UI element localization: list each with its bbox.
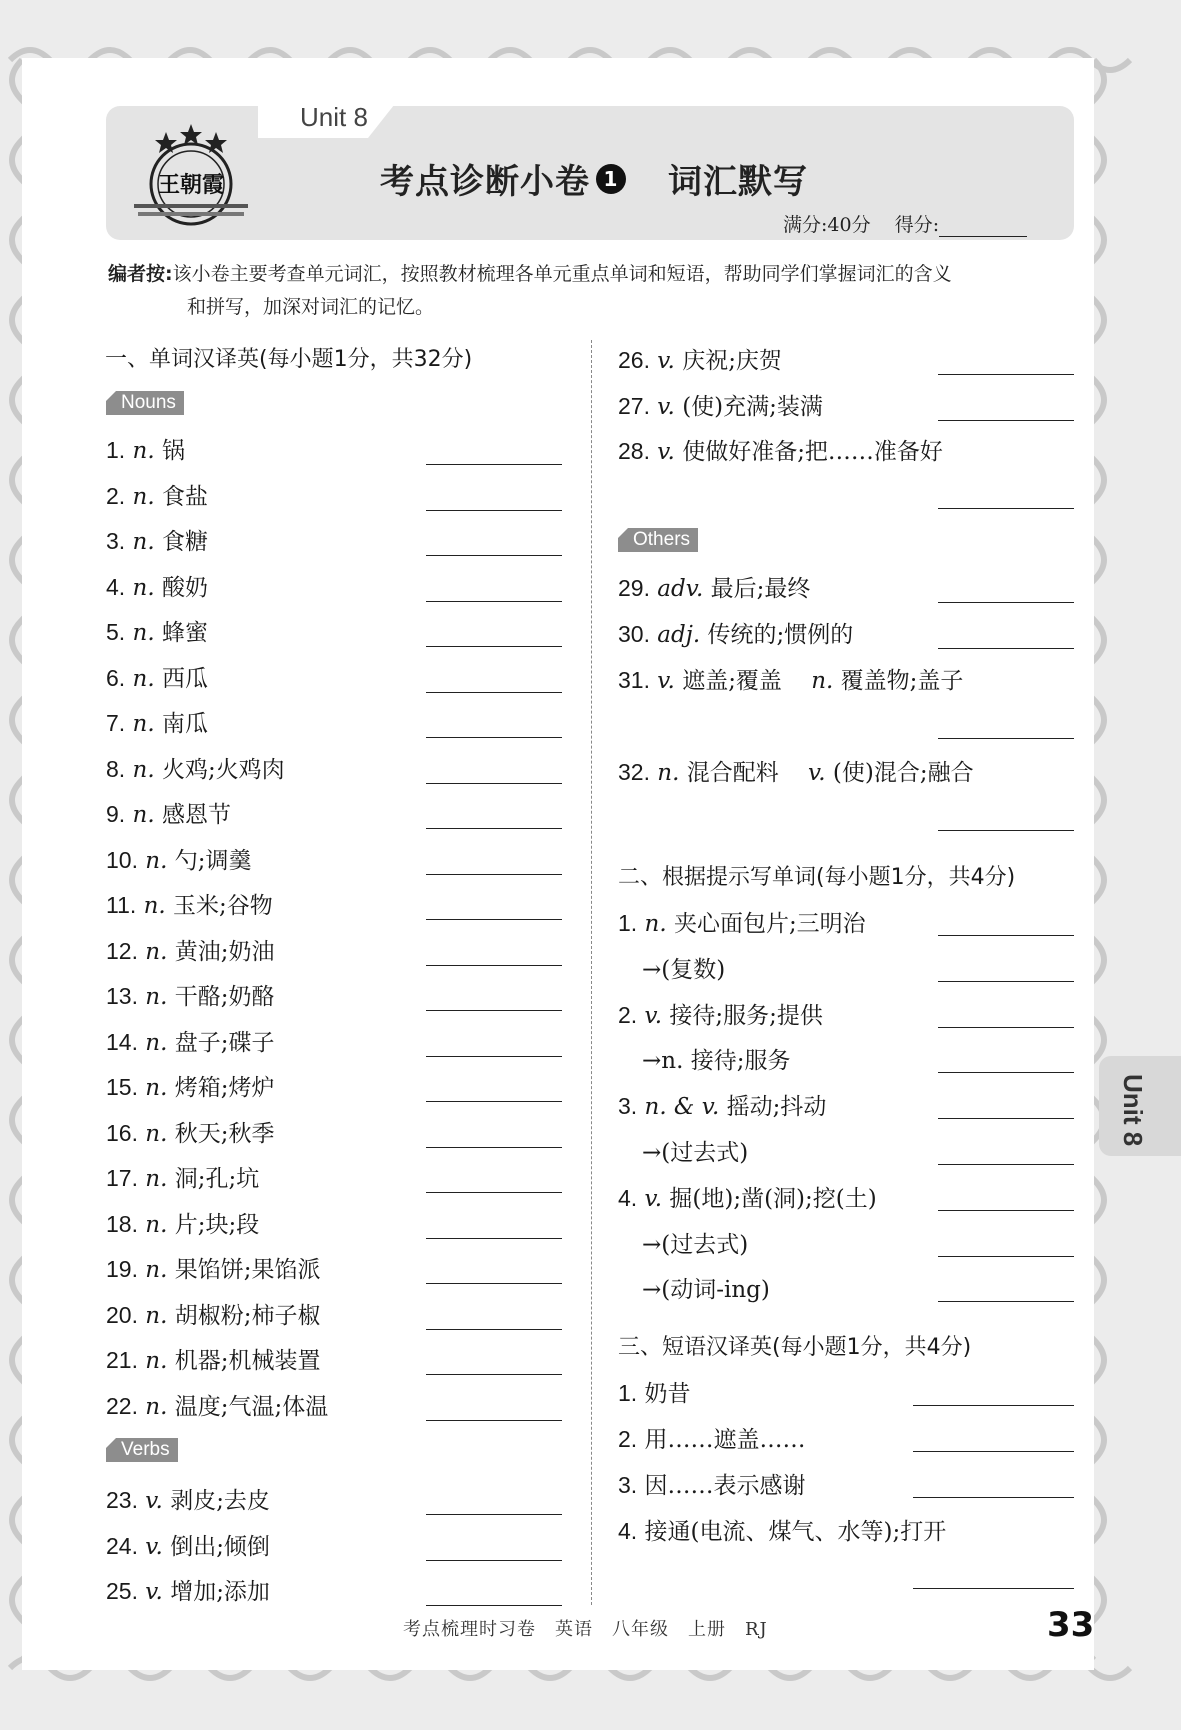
answer-blank[interactable] (426, 1101, 562, 1102)
question-text: 因……表示感谢 (644, 1473, 806, 1499)
question-text: 混合配料 (686, 760, 779, 786)
part-of-speech: n. (145, 984, 168, 1010)
part-of-speech: n. (145, 1393, 168, 1420)
answer-blank[interactable] (938, 420, 1074, 421)
question-item (106, 614, 208, 647)
part-of-speech: n. (132, 574, 155, 601)
question-number: 1. (618, 910, 638, 936)
question-text: 倒出;倾倒 (170, 1533, 270, 1560)
question-text: 干酪;奶酪 (174, 984, 275, 1010)
question-number: 29. (618, 575, 650, 601)
question-text: 南瓜 (161, 711, 208, 737)
part-of-speech: n. (132, 756, 155, 783)
part-of-speech: v. (145, 1488, 163, 1514)
question-text: 西瓜 (161, 665, 208, 692)
question-item (106, 796, 231, 829)
answer-blank[interactable] (426, 1192, 562, 1193)
part-of-speech: n. & v. (644, 1094, 720, 1121)
question-item (106, 1388, 328, 1421)
question-number: 1. (106, 437, 126, 463)
question-text: →n. 接待;服务 (642, 1048, 791, 1075)
question-item (618, 1421, 806, 1454)
question-text: 烤箱;烤炉 (174, 1075, 275, 1101)
question-number: 17. (106, 1165, 138, 1191)
question-number: 10. (106, 846, 138, 873)
question-number: 7. (106, 710, 126, 736)
question-text: 玉米;谷物 (173, 893, 273, 919)
question-number: 14. (106, 1028, 138, 1055)
part-of-speech: n. (143, 893, 166, 919)
question-text: 蜂蜜 (161, 620, 208, 646)
editor-note-line1: 该小卷主要考查单元词汇，按照教材梳理各单元重点单词和短语，帮助同学们掌握词汇的含义 (172, 263, 952, 285)
answer-blank[interactable] (913, 1588, 1074, 1589)
question-text: 洞;孔;坑 (174, 1166, 260, 1192)
title-main: 考点诊断小卷 (380, 162, 590, 202)
part-of-speech: n. (145, 847, 168, 874)
side-unit-label: Unit 8 (1118, 1074, 1148, 1147)
answer-blank[interactable] (426, 1420, 562, 1421)
editor-note-line2: 和拼写，加深对词汇的记忆。 (187, 296, 435, 318)
question-item (618, 388, 823, 421)
answer-blank[interactable] (938, 1118, 1074, 1119)
part-of-speech: n. (145, 1029, 168, 1056)
question-item (618, 1088, 826, 1121)
part-of-speech: n. (657, 760, 680, 786)
question-number: 12. (106, 937, 138, 964)
question-item (106, 1573, 270, 1606)
question-number: 16. (106, 1119, 138, 1146)
footer-text: 考点梳理时习卷 英语 八年级 上册 RJ (403, 1619, 768, 1640)
question-text: 火鸡;火鸡肉 (161, 756, 285, 783)
answer-blank[interactable] (426, 692, 562, 693)
question-item (618, 1467, 806, 1500)
answer-blank[interactable] (426, 828, 562, 829)
question-text: 温度;气温;体温 (174, 1393, 329, 1420)
answer-blank[interactable] (913, 1497, 1074, 1498)
question-text: 食糖 (161, 529, 208, 555)
part-of-speech: v. (145, 1533, 163, 1560)
question-text: 摇动;抖动 (726, 1094, 827, 1121)
part-of-speech: n. (132, 802, 155, 828)
question-item (106, 705, 208, 738)
question-number: 3. (106, 528, 126, 554)
question-item (106, 887, 273, 920)
question-item (618, 342, 782, 375)
question-text: 果馅饼;果馅派 (174, 1257, 321, 1283)
question-number: 27. (618, 392, 650, 419)
answer-blank[interactable] (938, 738, 1074, 739)
part-of-speech: v. (807, 760, 826, 786)
title-sub: 词汇默写 (668, 162, 808, 202)
question-item (642, 1134, 748, 1167)
part-of-speech: v. (657, 393, 675, 420)
question-number: 2. (618, 1001, 638, 1028)
question-item (106, 660, 208, 693)
logo-wordmark: 王朝霞 (157, 172, 225, 198)
answer-blank[interactable] (938, 374, 1074, 375)
nouns-tag: Nouns (106, 391, 184, 415)
answer-blank[interactable] (938, 830, 1074, 831)
question-item (642, 951, 725, 984)
part-of-speech: n. (145, 1211, 168, 1238)
part-of-speech: v. (145, 1579, 163, 1605)
question-text: 锅 (161, 438, 185, 464)
question-number: 28. (618, 438, 650, 464)
question-item (106, 1342, 320, 1375)
question-item (618, 1375, 691, 1408)
answer-blank[interactable] (426, 1147, 562, 1148)
answer-blank[interactable] (938, 648, 1074, 649)
part-of-speech: n. (145, 1348, 168, 1374)
answer-blank[interactable] (426, 510, 562, 511)
part-of-speech: v. (644, 1185, 663, 1212)
question-item (106, 1528, 270, 1561)
answer-blank[interactable] (426, 783, 562, 784)
question-text: 胡椒粉;柿子椒 (174, 1302, 321, 1329)
question-item (106, 432, 185, 465)
question-text: 遮盖;覆盖 (682, 668, 782, 694)
question-item (618, 997, 823, 1030)
question-number: 19. (106, 1256, 138, 1282)
answer-blank[interactable] (426, 601, 562, 602)
question-text: (使)混合;融合 (832, 760, 974, 786)
question-item (106, 1069, 274, 1102)
question-text: →(动词-ing) (642, 1277, 770, 1304)
question-text: 接通(电流、煤气、水等);打开 (644, 1519, 947, 1545)
answer-blank[interactable] (938, 1210, 1074, 1211)
answer-blank[interactable] (426, 919, 562, 920)
question-item (618, 433, 943, 466)
question-item (106, 842, 251, 875)
question-item (618, 905, 866, 938)
others-tag: Others (618, 528, 698, 552)
question-number: 20. (106, 1301, 138, 1328)
question-text: 盘子;碟子 (174, 1029, 275, 1056)
question-number: 3. (618, 1472, 638, 1498)
question-item (642, 1042, 790, 1075)
answer-blank[interactable] (426, 737, 562, 738)
part-of-speech: n. (145, 938, 168, 965)
question-text: (使)充满;装满 (682, 393, 823, 420)
part-of-speech: v. (644, 1002, 663, 1029)
part-of-speech: n. (145, 1120, 168, 1147)
page-title (380, 154, 808, 203)
question-number: 4. (618, 1518, 638, 1544)
answer-blank[interactable] (938, 508, 1074, 509)
question-text: 片;块;段 (174, 1211, 260, 1238)
question-item (106, 933, 274, 966)
answer-blank[interactable] (938, 1256, 1074, 1257)
part-of-speech: n. (132, 529, 155, 555)
question-text: 秋天;秋季 (174, 1120, 275, 1147)
question-number: 31. (618, 667, 650, 693)
question-number: 6. (106, 664, 126, 691)
part-of-speech: n. (145, 1302, 168, 1329)
part-of-speech: v. (657, 439, 675, 465)
answer-blank[interactable] (938, 935, 1074, 936)
part-of-speech: n. (132, 438, 155, 464)
question-item (106, 978, 274, 1011)
question-number: 22. (106, 1392, 138, 1419)
part-of-speech: n. (145, 1166, 168, 1192)
question-text: 接待;服务;提供 (669, 1002, 823, 1029)
answer-blank[interactable] (426, 1560, 562, 1561)
question-number: 9. (106, 801, 126, 827)
question-number: 25. (106, 1578, 138, 1604)
question-text: 黄油;奶油 (174, 938, 275, 965)
question-item (106, 1024, 274, 1057)
question-number: 32. (618, 759, 650, 785)
question-text: →(过去式) (642, 1231, 749, 1258)
question-item (618, 754, 974, 787)
part-of-speech: v. (657, 348, 675, 374)
question-number: 21. (106, 1347, 138, 1373)
question-item (618, 1513, 946, 1546)
question-text: 勺;调羹 (174, 847, 252, 874)
part-of-speech: n. (132, 711, 155, 737)
full-score: 满分:40分 (783, 214, 871, 236)
question-text: →(复数) (642, 956, 726, 983)
part-of-speech: adv. (657, 576, 704, 602)
score-label: 得分: (894, 214, 940, 236)
answer-blank[interactable] (426, 464, 562, 465)
question-number: 4. (618, 1184, 638, 1211)
question-text: 覆盖物;盖子 (840, 668, 964, 694)
question-item (618, 1180, 877, 1213)
part-of-speech: n. (145, 1075, 168, 1101)
answer-blank[interactable] (938, 981, 1074, 982)
question-number: 23. (106, 1487, 138, 1513)
answer-blank[interactable] (426, 1283, 562, 1284)
question-item (106, 569, 208, 602)
question-number: 30. (618, 621, 650, 647)
question-text: 用……遮盖…… (644, 1427, 806, 1453)
part-of-speech: n. (145, 1257, 168, 1283)
question-number: 15. (106, 1074, 138, 1100)
answer-blank[interactable] (913, 1405, 1074, 1406)
question-number: 4. (106, 573, 126, 600)
score-line (783, 210, 1027, 237)
question-number: 13. (106, 983, 138, 1009)
question-text: 掘(地);凿(洞);挖(土) (669, 1185, 877, 1212)
question-text: 机器;机械装置 (174, 1348, 321, 1374)
question-text: 传统的;惯例的 (707, 622, 854, 648)
section-1-title: 一、单词汉译英(每小题1分，共32分) (105, 347, 473, 372)
question-text: 最后;最终 (710, 576, 811, 602)
question-item (106, 523, 208, 556)
question-item (106, 1482, 270, 1515)
section-2-title: 二、根据提示写单词(每小题1分，共4分) (618, 865, 1016, 890)
question-item (618, 662, 963, 695)
question-item (106, 478, 208, 511)
question-text: 增加;添加 (170, 1579, 270, 1605)
question-number: 3. (618, 1093, 638, 1120)
answer-blank[interactable] (938, 1072, 1074, 1073)
answer-blank[interactable] (426, 1605, 562, 1606)
question-item (106, 1115, 274, 1148)
question-text: 食盐 (161, 483, 208, 510)
side-unit-tab (1099, 1056, 1181, 1156)
question-text: 夹心面包片;三明治 (673, 911, 866, 937)
answer-blank[interactable] (938, 1027, 1074, 1028)
page-number: 33 (1047, 1605, 1095, 1645)
editor-note (108, 258, 1078, 324)
part-of-speech: n. (811, 668, 834, 694)
answer-blank[interactable] (938, 1164, 1074, 1165)
verbs-tag: Verbs (106, 1438, 178, 1462)
answer-blank[interactable] (938, 1301, 1074, 1302)
question-text: 剥皮;去皮 (170, 1488, 270, 1514)
publisher-logo (132, 118, 250, 236)
part-of-speech: n. (644, 911, 667, 937)
part-of-speech: adj. (657, 622, 701, 648)
question-item (106, 1160, 259, 1193)
question-number: 11. (106, 892, 137, 918)
answer-blank[interactable] (426, 646, 562, 647)
answer-blank[interactable] (426, 1056, 562, 1057)
section-3-title: 三、短语汉译英(每小题1分，共4分) (618, 1335, 972, 1360)
editor-note-lead: 编者按: (108, 263, 173, 285)
answer-blank[interactable] (426, 1374, 562, 1375)
title-number-badge: 1 (596, 164, 626, 194)
question-item (106, 1297, 320, 1330)
question-text: →(过去式) (642, 1140, 749, 1166)
part-of-speech: n. (132, 483, 155, 510)
answer-blank[interactable] (426, 874, 562, 875)
question-item (642, 1226, 748, 1259)
question-number: 5. (106, 619, 126, 645)
answer-blank[interactable] (938, 602, 1074, 603)
answer-blank[interactable] (913, 1451, 1074, 1452)
answer-blank[interactable] (426, 1329, 562, 1330)
unit-label: Unit 8 (300, 102, 368, 132)
part-of-speech: n. (132, 620, 155, 646)
answer-blank[interactable] (426, 1238, 562, 1239)
answer-blank[interactable] (426, 555, 562, 556)
answer-blank[interactable] (426, 1514, 562, 1515)
question-text: 使做好准备;把……准备好 (682, 439, 943, 465)
part-of-speech: n. (132, 665, 155, 692)
question-number: 2. (106, 482, 126, 509)
question-item (618, 616, 853, 649)
score-blank[interactable] (939, 218, 1027, 237)
answer-blank[interactable] (426, 965, 562, 966)
question-item (106, 1251, 320, 1284)
question-number: 1. (618, 1380, 638, 1406)
question-text: 庆祝;庆贺 (682, 348, 782, 374)
question-text: 酸奶 (161, 574, 208, 601)
question-number: 26. (618, 347, 650, 373)
column-divider (591, 340, 592, 1605)
part-of-speech: v. (657, 668, 675, 694)
question-number: 24. (106, 1532, 138, 1559)
question-text: 感恩节 (161, 802, 231, 828)
answer-blank[interactable] (426, 1010, 562, 1011)
question-item (106, 751, 285, 784)
question-number: 8. (106, 755, 126, 782)
question-item (642, 1271, 770, 1304)
question-text: 奶昔 (644, 1381, 691, 1407)
question-item (618, 570, 810, 603)
question-number: 2. (618, 1426, 638, 1452)
question-number: 18. (106, 1210, 138, 1237)
question-item (106, 1206, 259, 1239)
